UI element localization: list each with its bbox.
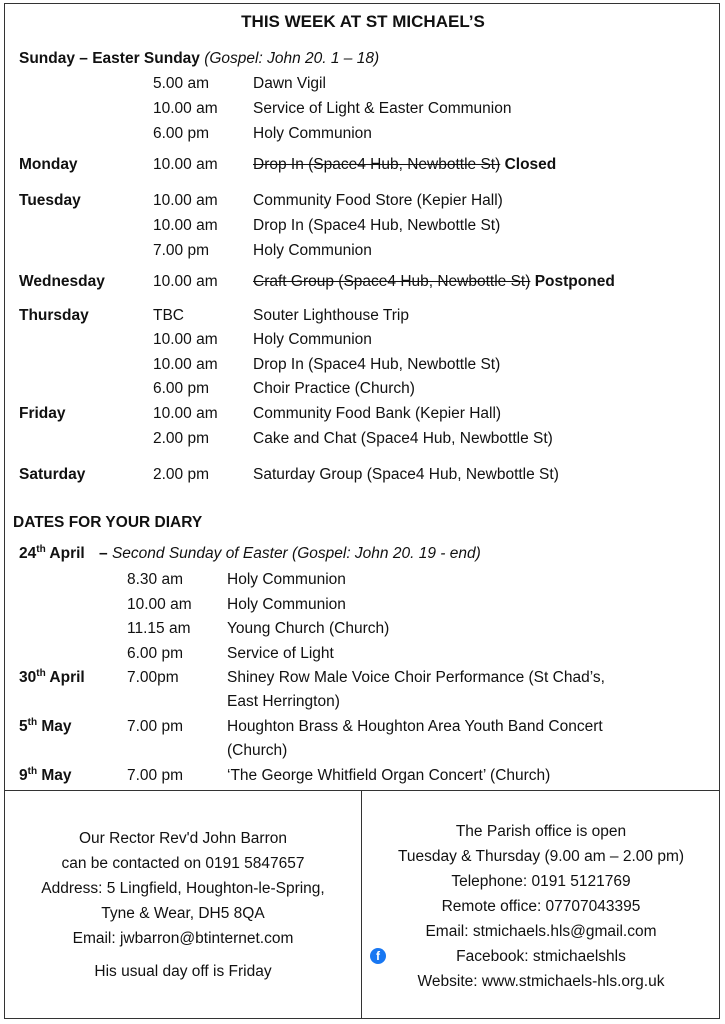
parish-office-contact: The Parish office is open Tuesday & Thursday (9.00 am – 2.00 pm) Telephone: 0191 5121769 Remote office: 07707043395 Email: stmichaels.hls@gmail.com f Facebook: stmichaelshls Website: www.stmichaels-hls.org.uk <box>362 819 720 994</box>
website-link[interactable]: Website: www.stmichaels-hls.org.uk <box>417 973 665 990</box>
status-badge: Closed <box>504 156 557 173</box>
cancelled-event: Craft Group (Space4 Hub, Newbottle St) <box>253 273 531 290</box>
status-badge: Postponed <box>534 273 615 290</box>
facebook-link[interactable]: Facebook: stmichaelshls <box>456 948 626 965</box>
newsletter-frame: THIS WEEK AT ST MICHAEL’S Sunday – Easter Sunday (Gospel: John 20. 1 – 18) 5.00 am Dawn Vigil 10.00 am Service of Light & Easter Communion 6.00 pm Holy Communion Monday 10.00 am Drop In (Space4 Hub, Newbottle St) Closed Tuesday 10.00 am Community Food Store (Kepier Hall) 10.00 am Drop In (Space4 Hub, Newbottle St) 7.00 pm Holy Communion Wednesday 10.00 am Craft Group (Space4 Hub, Newbottle St) Postponed Thursday TBC Souter Lighthouse Trip 10.00 am Holy Communion 10.00 am Drop In (Space4 Hub, Newbottle St) 6.00 pm Choir Practice (Church) Friday 10.00 am Community Food Bank (Kepier Hall) 2.00 pm Cake and Chat (Space4 Hub, Newbottle St) Saturday 2.00 pm Saturday Group (Space4 Hub, Newbottle St) DATES FOR YOUR DIARY 24th April – Second Sunday of Easter (Gospel: John 20. 19 - end) 8.30 am Holy Communion 10.00 am Holy Communion 11.15 am Young Church (Church) 6.00 pm Service of Light 30th April 7.00pm Shiney Row Male Voice Choir Performance (St Chad’s, East Herrington) 5th May 7.00 pm Houghton Brass & Houghton Area Youth Band Concert (Church) 9th May 7.00 pm ‘The George Whitfield Organ Concert’ (Church) Our Rector Rev'd John Barron can be contacted on 0191 5847657 Address: 5 Lingfield, Houghton-le-Spring, Tyne & Wear, DH5 8QA Email: jwbarron@btinternet.com His usual day off is Friday The Parish office is open Tuesday & Thursday (9.00 am – 2.00 pm) Telephone: 0191 5121769 Remote office: 07707043395 Email: stmichaels.hls@gmail.com f Facebook: stmichaelshls Website: www.stmichaels-hls.org.uk <box>4 3 720 1019</box>
diary-heading: DATES FOR YOUR DIARY <box>13 514 203 531</box>
divider <box>5 790 719 791</box>
page-title: THIS WEEK AT ST MICHAEL’S <box>241 12 485 31</box>
cancelled-event: Drop In (Space4 Hub, Newbottle St) <box>253 156 501 173</box>
sunday-label: Sunday – Easter Sunday (Gospel: John 20. 1 – 18) <box>19 50 380 67</box>
rector-contact: Our Rector Rev'd John Barron can be contacted on 0191 5847657 Address: 5 Lingfield, Houghton-le-Spring, Tyne & Wear, DH5 8QA Email: jwbarron@btinternet.com His usual day off is Friday <box>41 830 325 980</box>
facebook-icon: f <box>370 948 386 964</box>
